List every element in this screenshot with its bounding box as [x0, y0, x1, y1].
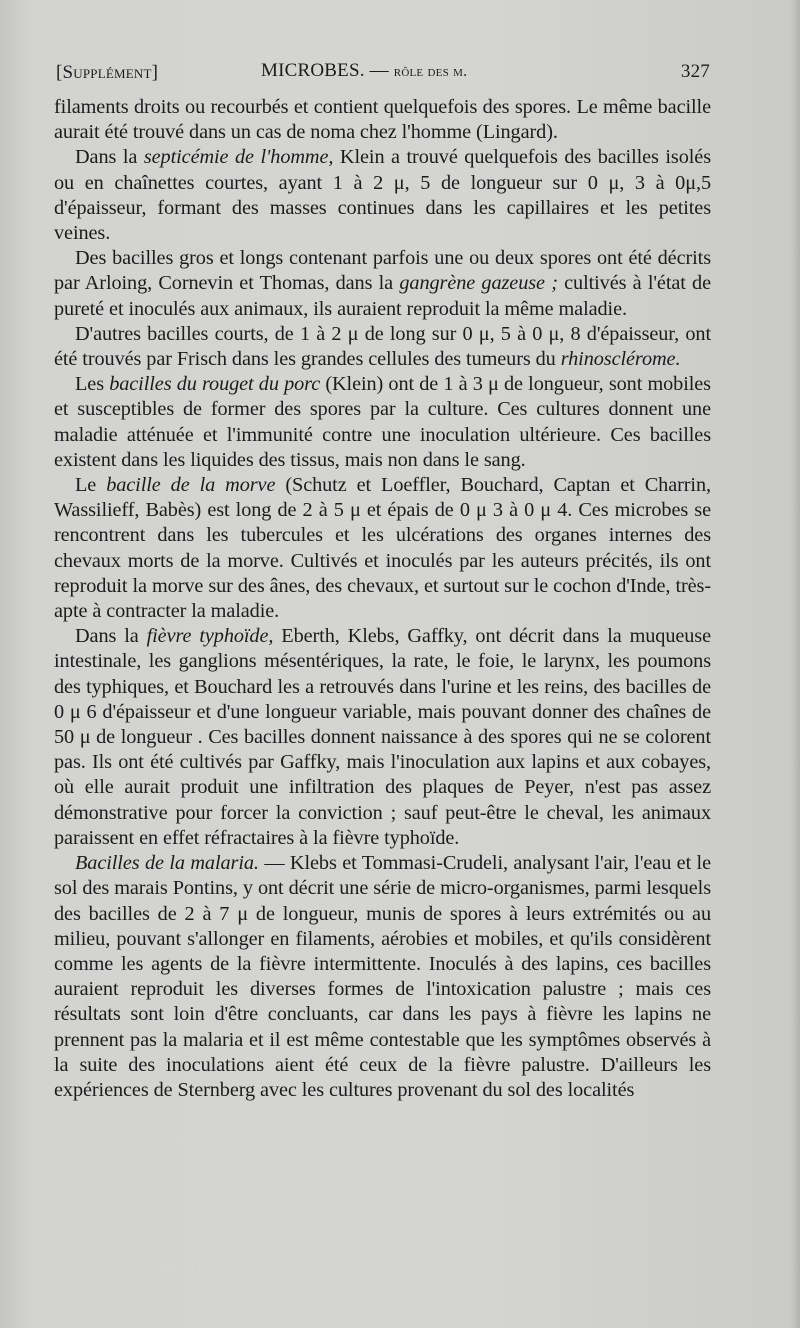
italic-run: rhinosclérome.	[560, 348, 681, 371]
running-title	[261, 60, 467, 82]
text-run: (Schutz et Loeffler, Bouchard, Captan et Charrin, Wassilieff, Babès) est long de 2 à 5 μ et épais de 0 μ 3 à 0 μ 4. Ces microbes se rencontrent dans les tubercules et les ulcérations des organes internes des chevaux morts de la morve. Cultivés et inoculés par les auteurs précités, ils ont reproduit la morve sur des ânes, des chevaux, et surtout sur le cochon d'Inde, très-apte à contracter la maladie.	[54, 474, 711, 623]
running-header	[56, 60, 710, 90]
paragraph	[54, 624, 711, 851]
text-run: Des bacilles gros et longs contenant parfois une ou deux spores ont été décrits par Arloing, Cornevin et Thomas, dans la	[54, 247, 711, 295]
section-label: [Supplément]	[56, 62, 159, 83]
italic-run: bacille de la morve	[106, 474, 276, 497]
text-run: Dans la	[75, 146, 144, 169]
paragraph	[54, 372, 711, 473]
text-run: Klein a trouvé quelquefois des bacilles isolés ou en chaînettes courtes, ayant 1 à 2 μ, 5 de longueur sur 0 μ, 3 à 0μ,5 d'épaisseur, formant des masses continues dans les capillaires et les petites veines.	[54, 146, 711, 245]
italic-run: septicémie de l'homme,	[143, 146, 334, 169]
page-number: 327	[680, 61, 710, 82]
paragraph	[54, 95, 711, 145]
running-title-dash: —	[369, 60, 389, 81]
italic-run: fièvre typhoïde,	[146, 625, 274, 648]
paragraph	[54, 851, 711, 1103]
paragraph	[54, 246, 711, 322]
text-run: cultivés à l'état de pureté et inoculés aux animaux, ils auraient reproduit la même maladie.	[54, 272, 711, 320]
text-run: Les	[75, 373, 110, 396]
text-run: Dans la	[75, 625, 147, 648]
body-text	[54, 95, 711, 1103]
paragraph	[54, 145, 711, 246]
page-edge-shadow	[790, 0, 800, 1328]
paragraph	[54, 473, 711, 624]
running-title-main: MICROBES.	[261, 60, 365, 81]
running-title-sub: rôle des m.	[393, 63, 468, 80]
text-run: (Klein) ont de 1 à 3 μ de longueur, sont mobiles et susceptibles de former des spores par la culture. Ces cultures donnent une maladie atténuée et l'immunité contre une inoculation ultérieure. Ces bacilles existent dans les liquides des tissus, mais non dans le sang.	[54, 373, 711, 471]
italic-run: Bacilles de la malaria.	[75, 852, 259, 875]
text-run: Eberth, Klebs, Gaffky, ont décrit dans la muqueuse intestinale, les ganglions mésentériques, la rate, le foie, le larynx, les poumons des typhiques, et Bouchard les a retrouvés dans l'urine et les reins, des bacilles de 0 μ 6 d'épaisseur et d'une longueur variable, mais pouvant donner des chaînes de 50 μ de longueur . Ces bacilles donnent naissance à des spores qui ne se colorent pas. Ils ont été cultivés par Gaffky, mais l'inoculation aux lapins et aux cobayes, où elle aurait produit une infiltration des plaques de Peyer, n'est pas assez démonstrative pour forcer la conviction ; sauf peut-être le cheval, les animaux paraissent en effet réfractaires à la fièvre typhoïde.	[54, 625, 711, 849]
text-run: Le	[75, 474, 107, 497]
italic-run: gangrène gazeuse ;	[399, 272, 558, 295]
paragraph	[54, 322, 711, 372]
text-run: — Klebs et Tommasi-Crudeli, analysant l'air, l'eau et le sol des marais Pontins, y ont décrit une série de micro-organismes, parmi lesquels des bacilles de 2 à 7 μ de longueur, munis de spores à leurs extrémités ou au milieu, pouvant s'allonger en filaments, aérobies et mobiles, et qu'ils considèrent comme les agents de la fièvre intermittente. Inoculés à des lapins, ces bacilles auraient reproduit les diverses formes de l'intoxication palustre ; mais ces résultats sont loin d'être concluants, car dans les pays à fièvre les lapins ne prennent pas la malaria et il est même contestable que les symptômes observés à la suite des inoculations aient été ceux de la fièvre palustre. D'ailleurs les expériences de Sternberg avec les cultures provenant du sol des localités	[54, 852, 711, 1101]
text-run: filaments droits ou recourbés et contient quelquefois des spores. Le même bacille aurait été trouvé dans un cas de noma chez l'homme (Lingard).	[54, 96, 711, 144]
italic-run: bacilles du rouget du porc	[109, 373, 321, 396]
text-run: D'autres bacilles courts, de 1 à 2 μ de long sur 0 μ, 5 à 0 μ, 8 d'épaisseur, ont été trouvés par Frisch dans les grandes cellules des tumeurs du	[54, 322, 711, 371]
